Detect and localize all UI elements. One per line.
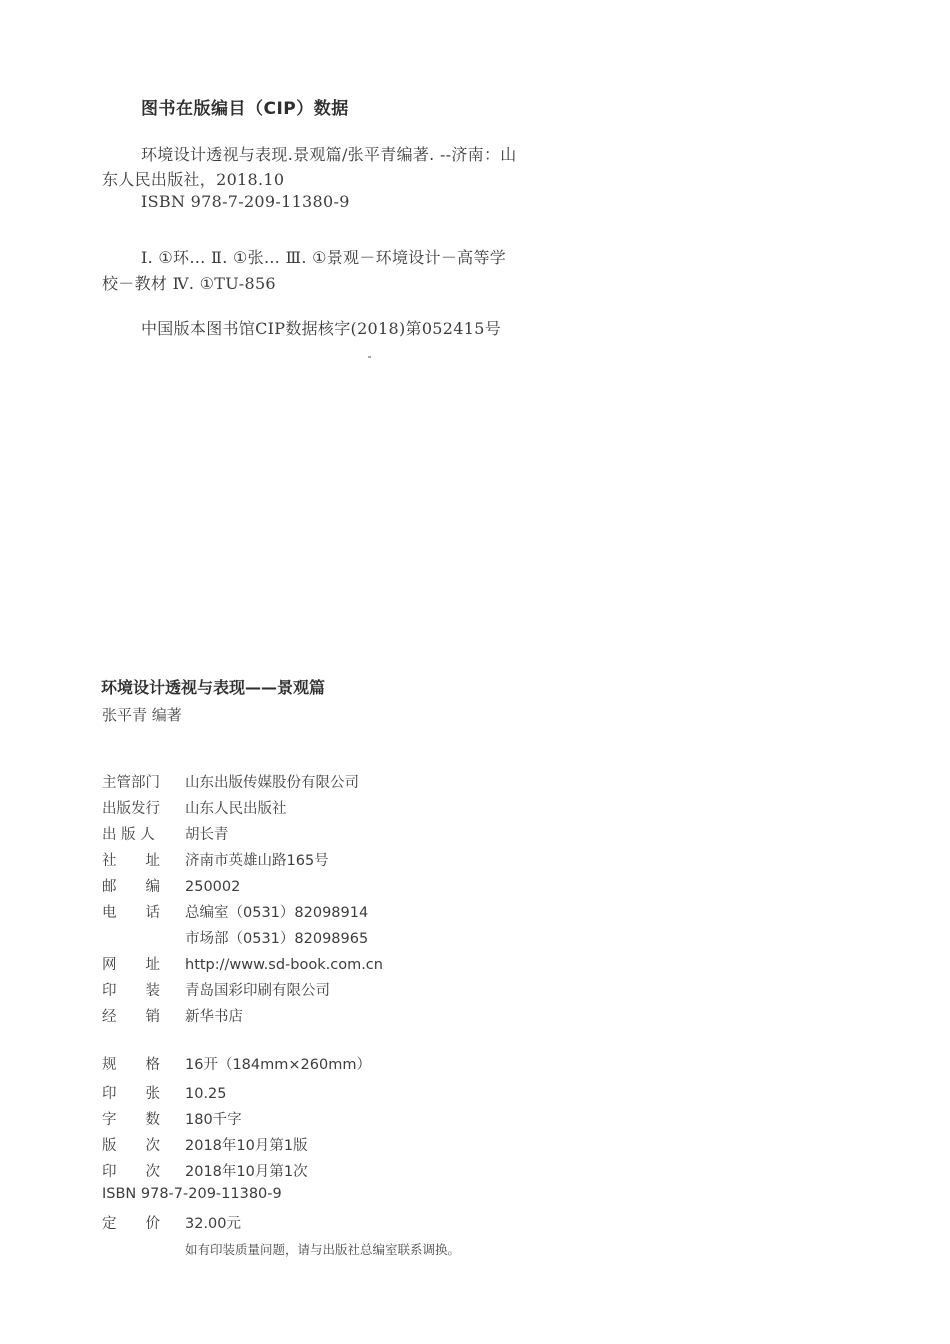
info-label: 主管部门 (102, 775, 160, 791)
info-row (102, 771, 359, 792)
book-author: 张平青 编著 (102, 706, 182, 724)
cip-heading: 图书在版编目（CIP）数据 (141, 99, 349, 119)
info-row (102, 979, 330, 1000)
info-row (102, 1005, 243, 1026)
quality-notice: 如有印装质量问题，请与出版社总编室联系调换。 (185, 1242, 461, 1257)
spec-value: 2018年10月第1版 (185, 1138, 308, 1154)
info-row (102, 901, 368, 922)
spec-label: 版 次 (102, 1138, 160, 1154)
spec-label: 印 次 (102, 1164, 160, 1180)
price-row (102, 1212, 241, 1233)
price-label: 定 价 (102, 1216, 160, 1232)
info-label: 社 址 (102, 853, 160, 869)
spec-label: 印 张 (102, 1086, 160, 1102)
cip-title-line: 环境设计透视与表现.景观篇/张平青编著. --济南：山 (141, 145, 517, 164)
info-value: 总编室（0531）82098914 (185, 905, 369, 921)
spec-value: 180千字 (185, 1112, 242, 1128)
cip-publisher-line: 东人民出版社，2018.10 (102, 170, 285, 189)
info-row (102, 875, 240, 896)
info-label: 出 版 人 (102, 827, 155, 843)
info-label: 邮 编 (102, 879, 160, 895)
spec-label: 规 格 (102, 1057, 160, 1073)
info-value: 山东人民出版社 (185, 801, 287, 817)
info-label: 网 址 (102, 957, 160, 973)
spec-value: 2018年10月第1次 (185, 1164, 308, 1180)
info-label: 电 话 (102, 905, 160, 921)
info-value: 市场部（0531）82098965 (185, 931, 369, 947)
spec-label: 字 数 (102, 1112, 160, 1128)
book-title: 环境设计透视与表现——景观篇 (101, 678, 326, 697)
cip-classification-line-2: 校－教材 Ⅳ. ①TU-856 (102, 274, 276, 293)
info-label: 印 装 (102, 983, 160, 999)
info-value: 胡长青 (185, 827, 229, 843)
spec-value: 10.25 (185, 1086, 227, 1102)
info-value: http://www.sd-book.com.cn (185, 957, 383, 973)
info-row (102, 849, 329, 870)
price-value: 32.00元 (185, 1216, 242, 1232)
info-label: 出版发行 (102, 801, 160, 817)
info-value: 青岛国彩印刷有限公司 (185, 983, 330, 999)
info-row (102, 953, 383, 974)
spec-row (102, 1108, 242, 1129)
info-value: 济南市英雄山路165号 (185, 853, 329, 869)
info-row (102, 797, 287, 818)
info-value: 250002 (185, 879, 241, 895)
spec-value: 16开（184mm×260mm） (185, 1057, 371, 1073)
info-label: 经 销 (102, 1009, 160, 1025)
isbn-line: ISBN 978-7-209-11380-9 (102, 1186, 282, 1202)
info-value: 山东出版传媒股份有限公司 (185, 775, 359, 791)
stray-mark (368, 356, 371, 358)
cip-isbn-line: ISBN 978-7-209-11380-9 (141, 192, 350, 211)
spec-row (102, 1160, 308, 1181)
cip-record-number: 中国版本图书馆CIP数据核字(2018)第052415号 (141, 319, 502, 338)
spec-row (102, 1082, 227, 1103)
spec-row (102, 1134, 308, 1155)
info-row (102, 927, 368, 948)
cip-classification-line: Ⅰ. ①环… Ⅱ. ①张… Ⅲ. ①景观－环境设计－高等学 (141, 248, 507, 267)
spec-row (102, 1053, 371, 1074)
info-value: 新华书店 (185, 1009, 243, 1025)
info-row (102, 823, 229, 844)
